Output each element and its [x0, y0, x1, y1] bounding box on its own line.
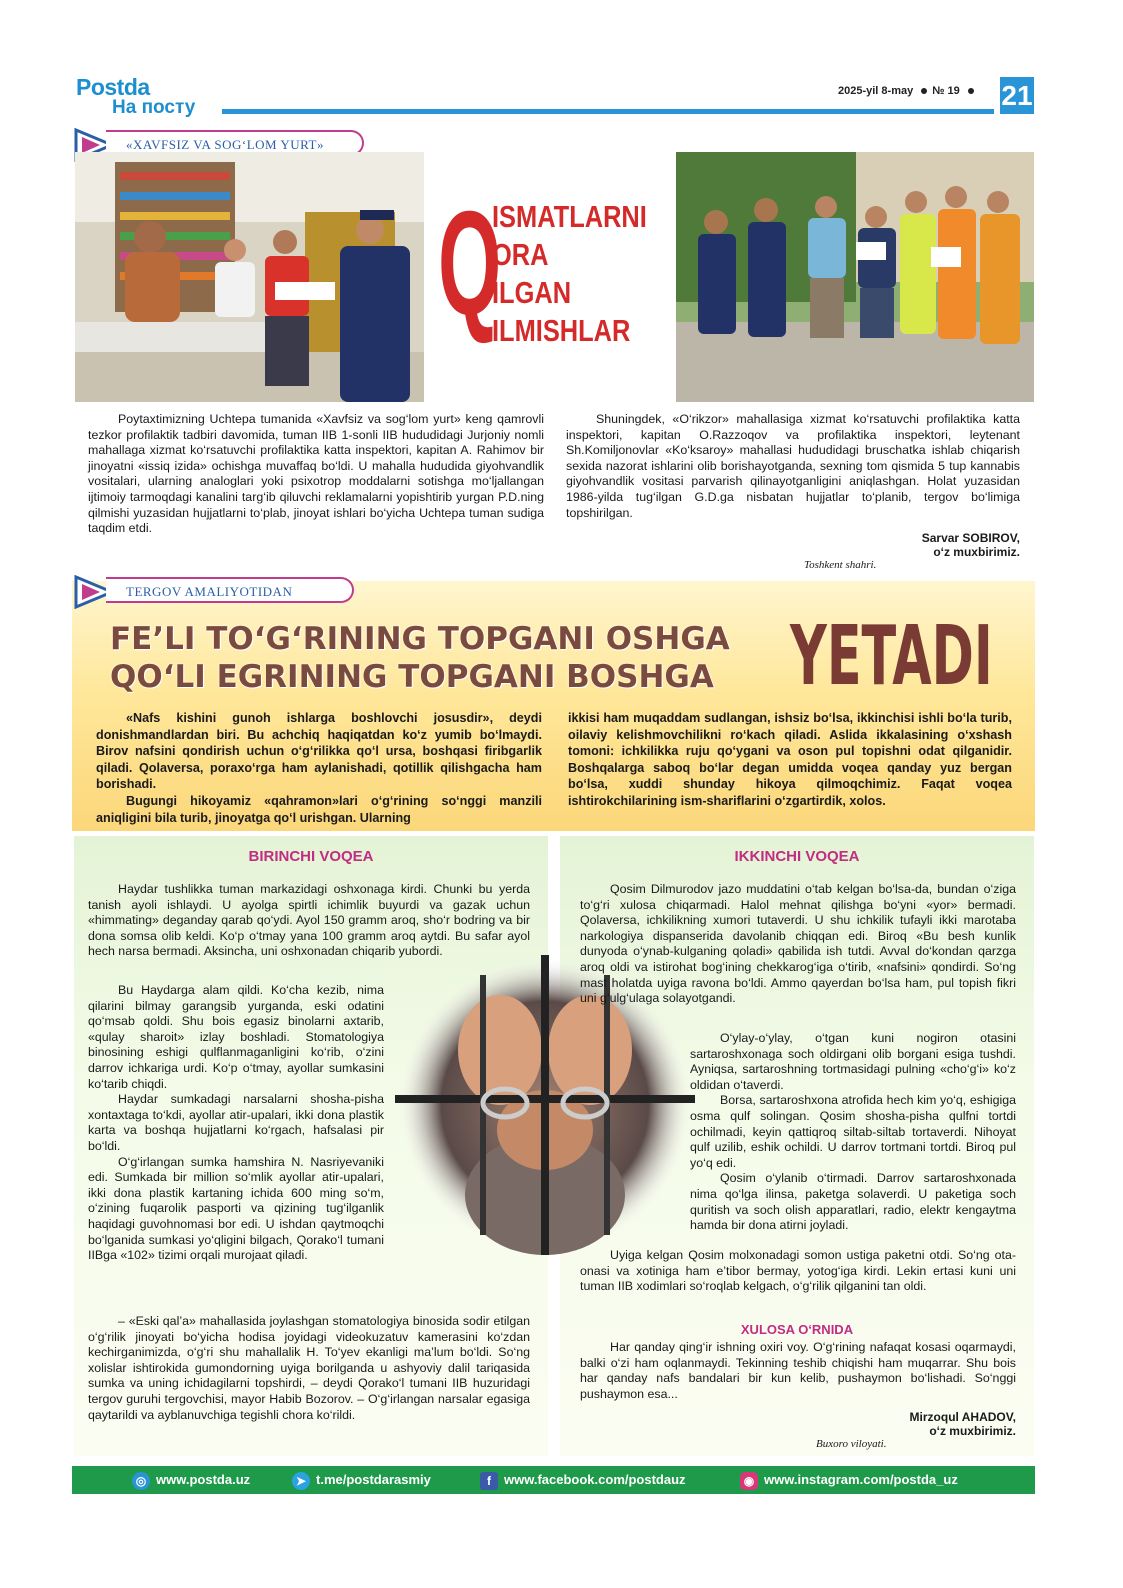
lead-column-2 [568, 710, 1012, 810]
first-case-text [88, 983, 384, 1264]
logo-na-postu: На посту [112, 97, 196, 118]
paragraph: – «Eski qal’a» mahallasida joylashgan stomatologiya binosida sodir etilgan o‘g‘rilik jinoyati bo‘yicha hodisa joyidagi videokuzatuv kamerasini ko‘zdan kechirganimizda, o‘g‘ri shu mahallalik H. To‘yev ekanligi ma’lum bo‘ldi. So‘ng xolislar ishtirokida gumondorning uyiga borilganda u ashyoviy dalil tariqasida sumka va uning ichidagilarni topshirdi, – deydi Qorako‘l tumani IIB huzuridagi tergov guruhi tergovchisi, mayor Habib Bozorov. – O‘g‘irlangan narsalar egasiga qaytarildi va ayblanuvchiga tegishli chora ko‘rildi. [88, 1314, 530, 1422]
paragraph: Qosim o‘ylanib o‘tirmadi. Darrov sartaroshxonada nima qo‘lga ilinsa, paketga solaverdi. U paketiga soch quritish va soch olish apparatlari, radio, elektr kengaytma hamda bir dona atirni joyladi. [690, 1171, 1016, 1233]
paragraph: O‘g‘irlangan sumka hamshira N. Nasriyevaniki edi. Sumkada bir million so‘mlik ayollar atir-upalari, ikki dona plastik kartaning ichida 600 ming so‘m, o‘zining fuqarolik pasporti va qizining tug‘ilganlik haqidagi guvohnomasi bor edi. U ishdan qaytmoqchi bo‘lganida sumkasi yo‘qligini bilgach, Qorako‘l tumani IIBga «102» tizimi orqali murojaat qiladi. [88, 1154, 384, 1263]
headline-line-1: ISMATLARNI [492, 199, 647, 234]
first-case-text [88, 882, 530, 960]
author-role: o‘z muxbirimiz. [929, 1424, 1016, 1438]
footer-telegram[interactable]: t.me/postdarasmiy [316, 1472, 431, 1487]
bullet-dot [968, 88, 974, 94]
paragraph: Uyiga kelgan Qosim molxonadagi somon ustiga paketni otdi. So‘ng ota-onasi va xotiniga ham e’tibor bermay, yotog‘iga kirdi. Lekin ertasi kuni uni tuman IIB xodimlari so‘roqlab kelgach, o‘g‘rilik qilganini tan oldi. [580, 1248, 1016, 1294]
telegram-icon: ➤ [292, 1472, 310, 1490]
headline-initial-q: Q [438, 181, 502, 346]
second-case-title: IKKINCHI VOQEA [734, 848, 860, 865]
footer-facebook-link[interactable] [480, 1467, 686, 1493]
footer-instagram[interactable]: www.instagram.com/postda_uz [764, 1472, 958, 1487]
issue-date: 2025-yil 8-may [838, 85, 914, 97]
story2-byline [796, 1410, 1016, 1438]
first-case-title: BIRINCHI VOQEA [248, 848, 374, 865]
author-role: o‘z muxbirimiz. [933, 545, 1020, 559]
headline-yetadi: YETADI [790, 609, 993, 704]
headline-line-4: ILMISHLAR [492, 313, 631, 348]
first-case-text [88, 1314, 530, 1423]
second-case-text [580, 882, 1016, 1007]
header-rule [222, 109, 994, 114]
photo-shop-inspection [75, 152, 424, 402]
footer-telegram-link[interactable] [292, 1467, 431, 1493]
instagram-icon: ◉ [740, 1472, 758, 1490]
footer-website-link[interactable] [132, 1467, 250, 1493]
paragraph: Haydar tushlikka tuman markazidagi oshxonaga kirdi. Chunki bu yerda tanish ayoli ishlaydi. U ayolga spirtli ichimlik buyurdi va gazak uchun «himmating» deganday qarab qo‘ydi. Ayol 150 gramm aroq, sho‘r bodring va bir dona somsa olib keldi. Ko‘p o‘tmay yana 100 gramm aroq aytdi. Bu safar ayol hech narsa bermadi. Aksincha, uni oshxonadan chiqarib yubordi. [88, 882, 530, 959]
lead-paragraph: ikkisi ham muqaddam sudlangan, ishsiz bo‘lsa, ikkinchisi ishli bo‘la turib, oilaviy kelishmovchilikni ro‘kach qiladi. Aslida ikkalasining o‘xshash tomoni: ichkilikka ruju qo‘ygani va oson pul topishni odat qilganidir. Boshqalarga saboq bo‘lar degan umidda voqea qanday yuz bergan bo‘lsa, xuddi shunday hikoya qilmoqchimiz. Faqat voqea ishtirokchilarining ism-shariflarini o‘zgartirdik, xolos. [568, 711, 1012, 808]
bullet-dot [921, 88, 927, 94]
story1-location: Toshkent shahri. [804, 559, 877, 571]
author-name: Mirzoqul AHADOV, [909, 1410, 1016, 1424]
paragraph: Qosim Dilmurodov jazo muddatini o‘tab kelgan bo‘lsa-da, bundan o‘ziga to‘g‘ri xulosa chiqarmadi. Halol mehnat qilishga bo‘yni «yor» bermadi. Qolaversa, ichkilikning xumori tutaverdi. U shu ichkilik tufayli ikki marotaba narkologiya dispanserida davolanib chiqqan edi. Biroq «Bu besh kunlik dunyoda o‘ynab-kulganing qoladi» qabilida ish tutdi. Avval do‘kondan qarzga aroq oldi va istirohat bog‘ining chekkarog‘iga o‘tirib, «nafsini» qondirdi. So‘ng mast holatda uyiga ravona bo‘ldi. Ammo qayerdan bo‘lsa ham, pul topish fikri uni g‘ulg‘ulaga solayotgandi. [580, 882, 1016, 1006]
paragraph: Haydar sumkadagi narsalarni shosha-pisha xontaxtaga to‘kdi, ayollar atir-upalari, ikki dona plastik karta va boshqa hujjatlarni ko‘rgach, hafsalasi pir bo‘ldi. [88, 1092, 384, 1153]
headline-line-1: FE’LI TO‘G‘RINING TOPGANI OSHGA [110, 621, 730, 657]
lead-paragraph: «Nafs kishini gunoh ishlarga boshlovchi josusdir», deydi donishmandlardan biri. Bu achchiq haqiqatdan ko‘z yumib bo‘lmaydi. Birov nafsini qondirish uchun o‘g‘rilikka qo‘l ursa, boshqasi firibgarlik qiladi. Qolaversa, poraxo‘rga ham aylanishadi, qotillik qilishgacha ham borishadi. [96, 711, 542, 792]
headline-line-2: ORA [492, 237, 549, 272]
paragraph: Har qanday qing‘ir ishning oxiri voy. O‘g‘rining nafaqat kosasi oqarmaydi, balki o‘zi ham oqlanmaydi. Tekinning teshib chiqishi ham muqarrar. Shu bois har qanday nafs bandalari bir kun kelib, pushaymon bo‘lishadi. So‘nggi pushaymon esa... [580, 1340, 1016, 1401]
footer-instagram-link[interactable] [740, 1467, 958, 1493]
lead-column-1 [96, 710, 542, 826]
headline-line-3: ILGAN [492, 275, 572, 310]
issue-number: № 19 [932, 85, 960, 97]
globe-icon: ◎ [132, 1472, 150, 1490]
footer-website[interactable]: www.postda.uz [156, 1472, 251, 1487]
second-case-text [580, 1248, 1016, 1295]
lead-paragraph: Bugungi hikoyamiz «qahramon»lari o‘g‘rining so‘nggi manzili aniqligini bila turib, jinoyatga qo‘l urishgan. Ularning [96, 793, 542, 825]
story1-column-1 [88, 412, 544, 537]
second-case-text [690, 1031, 1016, 1234]
page-number: 21 [1000, 77, 1034, 114]
section-tag: «XAVFSIZ VA SOG‘LOM YURT» [106, 130, 364, 156]
paragraph: Poytaxtimizning Uchtepa tumanida «Xavfsiz va sog‘lom yurt» keng qamrovli tezkor profilaktik tadbiri davomida, tuman IIB 1-sonli IIB hududidagi Jurjoniy nomli mahallaga xizmat ko‘rsatuvchi profilaktika katta inspektori, kapitan A. Rahimov bir jinoyatni «issiq izida» ochishga muvaffaq bo‘ldi. U mahalla hududida giyohvandlik vositalari, ularning analoglari yoki psixotrop moddalarni sotishga mo‘ljallangan ijtimoiy tarmoqdagi kanalini targ‘ib qiluvchi reklamalarni yopishtirib yurgan P.D.ning qilmishi yuzasidan hujjatlarni to‘plab, jinoyat ishlari bo‘yicha Uchtepa tuman sudiga taqdim etdi. [88, 412, 544, 536]
issue-meta [838, 85, 979, 97]
headline-line-2: QO‘LI EGRINING TOPGANI BOSHGA [110, 659, 714, 695]
photo-street-inspection [676, 152, 1034, 402]
paragraph: Shuningdek, «O‘rikzor» mahallasiga xizmat ko‘rsatuvchi profilaktika katta inspektori, kapitan O.Razzoqov va profilaktika inspektori, leytenant Sh.Komiljonovlar «Ko‘ksaroy» mahallasi hududidagi bruschatka ishlab chiqarish sexida nazorat ishlarini olib borishayotganda, sexning tom qismida 5 tup kannabis giyohvandlik vositasi parvarish qilinayotganligini aniqlashgan. Holat yuzasidan 1986-yilda tug‘ilgan G.D.ga nisbatan hujjatlar to‘planib, tergov bo‘limiga topshirilgan. [566, 412, 1020, 520]
section-tag: TERGOV AMALIYOTIDAN [106, 577, 354, 603]
conclusion-title: XULOSA O‘RNIDA [740, 1322, 854, 1337]
story2-location: Buxoro viloyati. [816, 1438, 887, 1450]
facebook-icon: f [480, 1472, 498, 1490]
story1-byline [800, 531, 1020, 559]
author-name: Sarvar SOBIROV, [921, 531, 1020, 545]
paragraph: Bu Haydarga alam qildi. Ko‘cha kezib, nima qilarini bilmay garangsib yurganda, eski odatini qo‘msab qoldi. Shu bois egasiz binolarni axtarib, «qulay sharoit» izlay boshladi. Stomatologiya binosining eshigi qulflanmaganligini ko‘rib, o‘zini darrov ichkariga urdi. Ko‘p o‘tmay, ayollar sumkasini ko‘tarib chiqdi. [88, 983, 384, 1091]
paragraph: O‘ylay-o‘ylay, o‘tgan kuni nogiron otasini sartaroshxonaga soch oldirgani olib borgani esiga tushdi. Ayniqsa, sartaroshning tortmasidagi pulning «cho‘g‘i» ko‘z oldidan o‘taverdi. [690, 1031, 1016, 1092]
conclusion-text [580, 1340, 1016, 1402]
logo-postda: Postda [76, 74, 150, 100]
paragraph: Borsa, sartaroshxona atrofida hech kim yo‘q, eshigiga osma qulf solingan. Qosim shosha-pisha qulfni tortdi ochilmadi, keyin qattiqroq siltab-siltab tortaverdi. Nihoyat qulf uzilib, eshik ochildi. U darrov tortmani tortdi. Biroq pul yo‘q edi. [690, 1093, 1016, 1170]
footer-facebook[interactable]: www.facebook.com/postdauz [504, 1472, 686, 1487]
story1-column-2 [566, 412, 1020, 521]
